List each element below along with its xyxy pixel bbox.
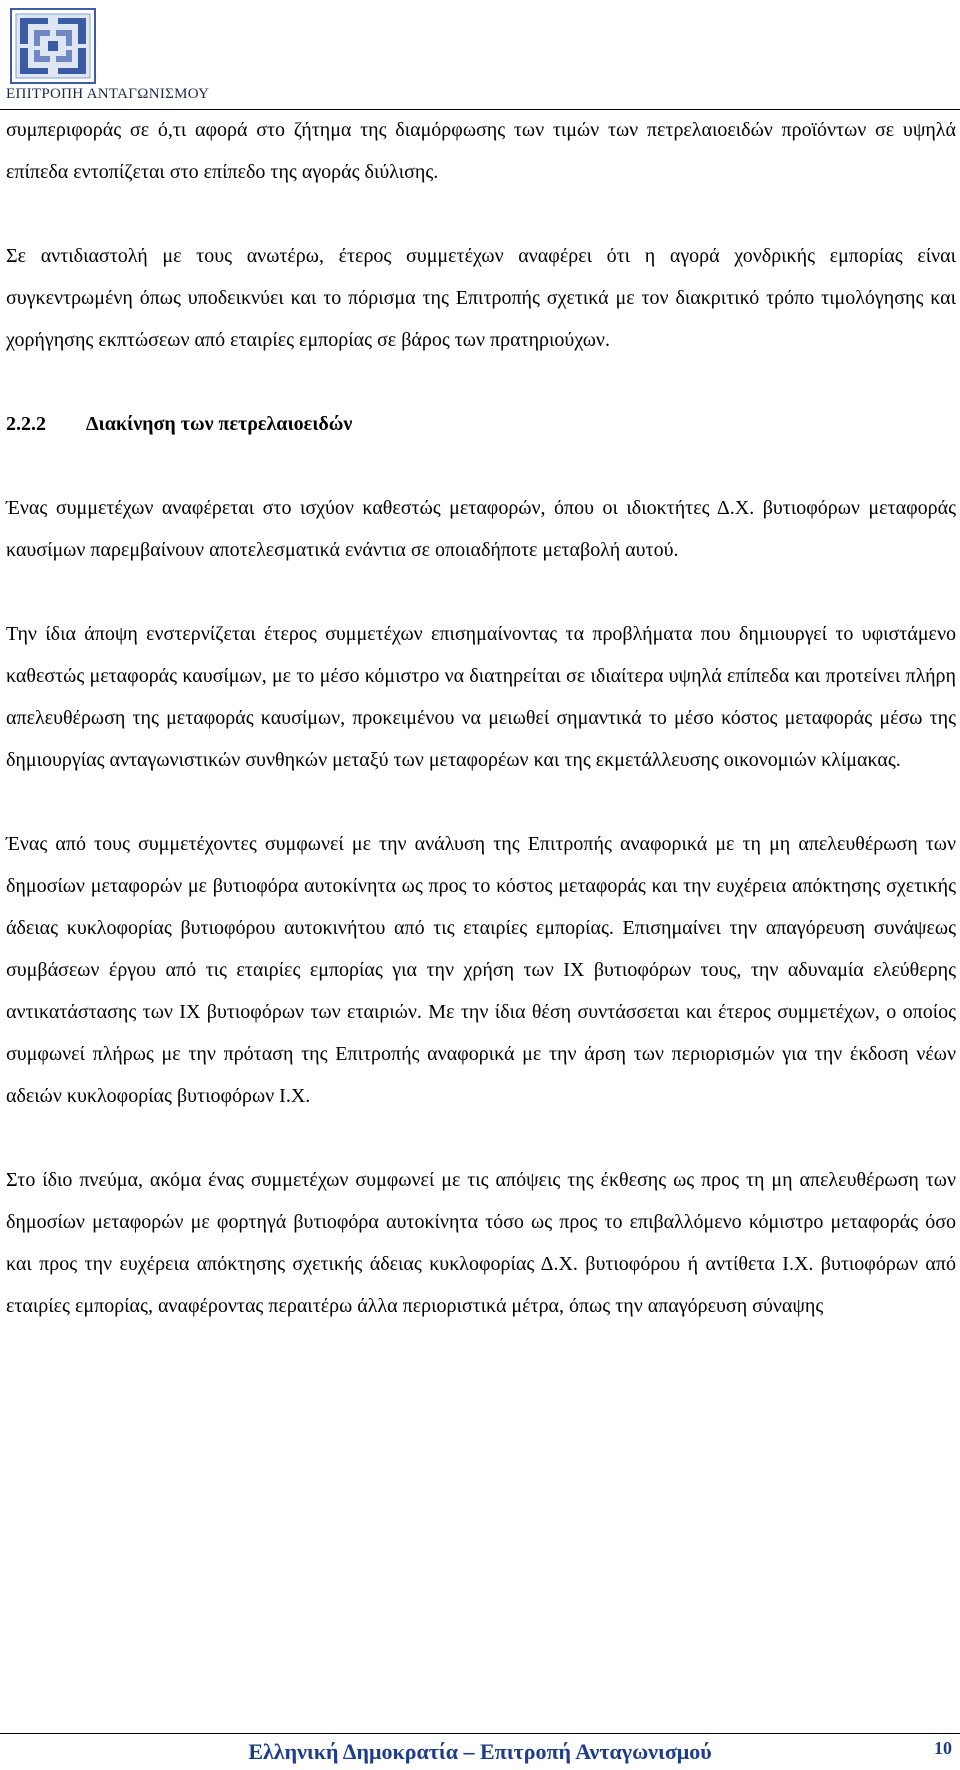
section-title: Διακίνηση των πετρελαιοειδών: [86, 413, 353, 435]
paragraph: Στο ίδιο πνεύμα, ακόμα ένας συμμετέχων συμφωνεί με τις απόψεις της έκθεσης ως προς τη μη απελευθέρωση των δημοσίων μεταφορών με φορτηγά βυτιοφόρα αυτοκίνητα τόσο ως προς το επιβαλλόμενο κόμιστρο μεταφοράς όσο και προς την ευχέρεια απόκτησης σχετικής άδειας κυκλοφορίας Δ.Χ. βυτιοφόρου ή αντίθετα Ι.Χ. βυτιοφόρων από εταιρίες εμπορίας, αναφέροντας περαιτέρω άλλα περιοριστικά μέτρα, όπως την απαγόρευση σύναψης: [6, 1169, 956, 1317]
footer-text: Ελληνική Δημοκρατία – Επιτροπή Ανταγωνισμού: [248, 1739, 712, 1764]
organization-name: ΕΠΙΤΡΟΠΗ ΑΝΤΑΓΩΝΙΣΜΟΥ: [6, 86, 210, 102]
paragraph: Ένας συμμετέχων αναφέρεται στο ισχύον καθεστώς μεταφορών, όπου οι ιδιοκτήτες Δ.Χ. βυτιοφόρων μεταφοράς καυσίμων παρεμβαίνουν αποτελεσματικά ενάντια σε οποιαδήποτε μεταβολή αυτού.: [6, 497, 956, 561]
competition-commission-logo: [10, 8, 96, 84]
section-heading: [6, 403, 956, 445]
paragraph: συμπεριφοράς σε ό,τι αφορά στο ζήτημα της διαμόρφωσης των τιμών των πετρελαιοειδών προϊόντων σε υψηλά επίπεδα εντοπίζεται στο επίπεδο της αγοράς διύλισης.: [6, 119, 956, 183]
paragraph: Την ίδια άποψη ενστερνίζεται έτερος συμμετέχων επισημαίνοντας τα προβλήματα που δημιουργεί το υφιστάμενο καθεστώς μεταφοράς καυσίμων, με το μέσο κόμιστρο να διατηρείται σε ιδιαίτερα υψηλά επίπεδα και προτείνει πλήρη απελευθέρωση της μεταφοράς καυσίμων, προκειμένου να μειωθεί σημαντικά το μέσο κόστος μεταφοράς μέσω της δημιουργίας ανταγωνιστικών συνθηκών μεταξύ των μεταφορέων και της εκμετάλλευσης οικονομιών κλίμακας.: [6, 623, 956, 771]
page-number: 10: [934, 1738, 952, 1758]
document-body: [6, 109, 956, 1327]
section-number: 2.2.2: [6, 413, 46, 435]
paragraph: Ένας από τους συμμετέχοντες συμφωνεί με την ανάλυση της Επιτροπής αναφορικά με τη μη απελευθέρωση των δημοσίων μεταφορών με βυτιοφόρα αυτοκίνητα ως προς το κόστος μεταφοράς και την ευχέρεια απόκτησης σχετικής άδειας κυκλοφορίας βυτιοφόρου αυτοκινήτου από τις εταιρίες εμπορίας. Επισημαίνει την απαγόρευση συνάψεως συμβάσεων έργου από τις εταιρίες εμπορίας για την χρήση των ΙΧ βυτιοφόρων τους, την αδυναμία ελεύθερης αντικατάστασης των ΙΧ βυτιοφόρων των εταιριών. Με την ίδια θέση συντάσσεται και έτερος συμμετέχων, ο οποίος συμφωνεί πλήρως με την πρόταση της Επιτροπής αναφορικά με την άρση των περιορισμών για την έκδοση νέων αδειών κυκλοφορίας βυτιοφόρων Ι.Χ.: [6, 833, 956, 1107]
footer-divider: [0, 1733, 960, 1734]
paragraph: Σε αντιδιαστολή με τους ανωτέρω, έτερος συμμετέχων αναφέρει ότι η αγορά χονδρικής εμπορίας είναι συγκεντρωμένη όπως υποδεικνύει και το πόρισμα της Επιτροπής σχετικά με τον διακριτικό τρόπο τιμολόγησης και χορήγησης εκπτώσεων από εταιρίες εμπορίας σε βάρος των πρατηριούχων.: [6, 245, 956, 351]
